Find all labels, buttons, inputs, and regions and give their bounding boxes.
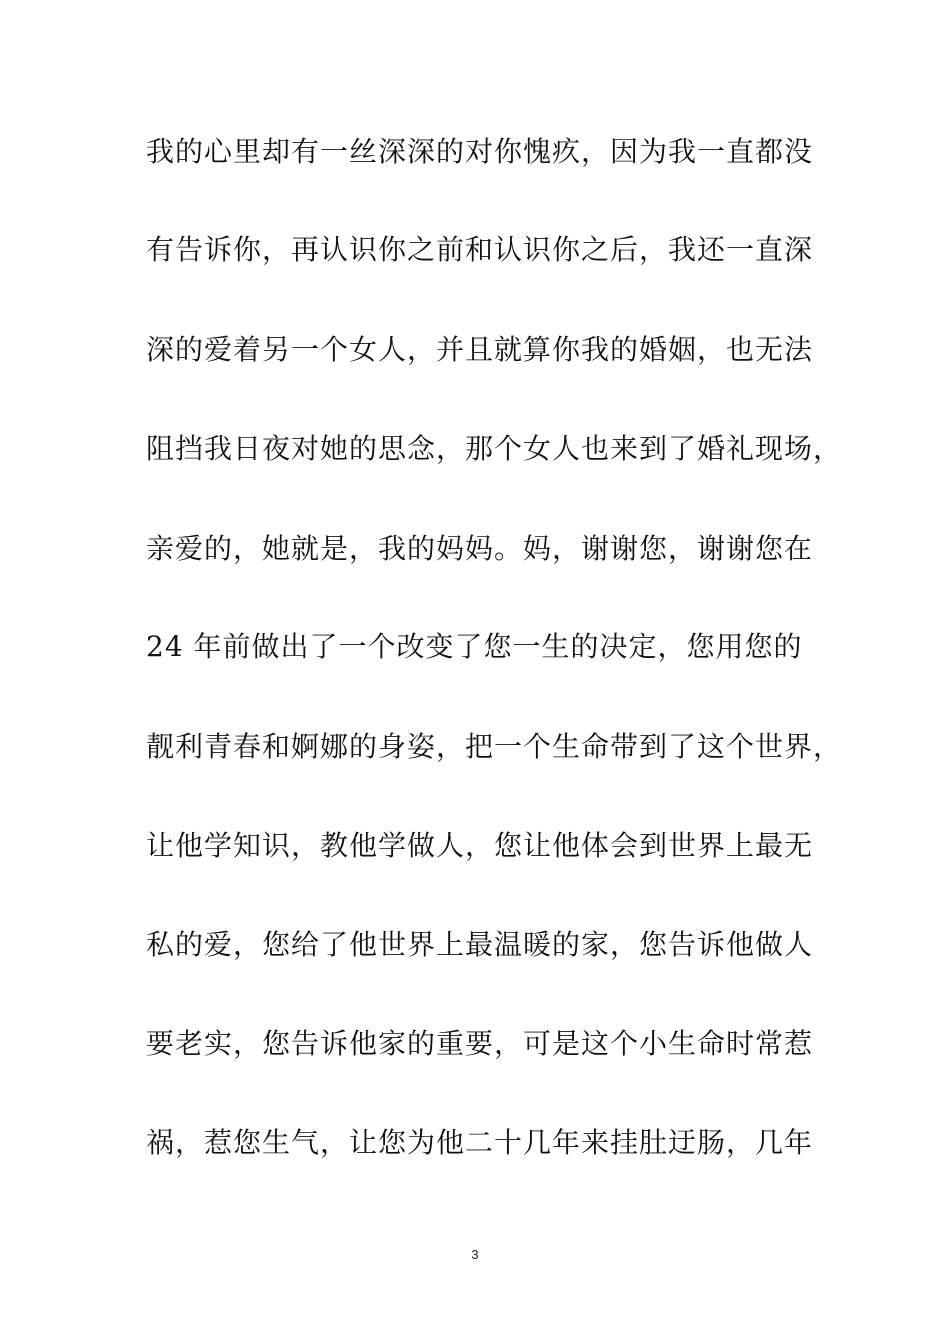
text-line: 深的爱着另一个女人，并且就算你我的婚姻，也无法 <box>146 333 814 366</box>
text-line: 有告诉你，再认识你之前和认识你之后，我还一直深 <box>146 233 814 266</box>
text-line: 要老实，您告诉他家的重要，可是这个小生命时常惹 <box>146 1027 814 1060</box>
text-line: 24 年前做出了一个改变了您一生的决定，您用您的 <box>146 630 803 663</box>
text-line: 亲爱的，她就是，我的妈妈。妈，谢谢您，谢谢您在 <box>146 532 814 565</box>
text-line: 靓利青春和婀娜的身姿，把一个生命带到了这个世界， <box>146 730 843 763</box>
text-line: 祸，惹您生气，让您为他二十几年来挂肚迂肠，几年 <box>146 1126 814 1159</box>
page-number: 3 <box>471 1247 479 1262</box>
text-line: 私的爱，您给了他世界上最温暖的家，您告诉他做人 <box>146 928 814 961</box>
text-line: 阻挡我日夜对她的思念，那个女人也来到了婚礼现场， <box>146 432 843 465</box>
text-line: 我的心里却有一丝深深的对你愧疚，因为我一直都没 <box>146 135 814 168</box>
text-line: 让他学知识，教他学做人，您让他体会到世界上最无 <box>146 829 814 862</box>
